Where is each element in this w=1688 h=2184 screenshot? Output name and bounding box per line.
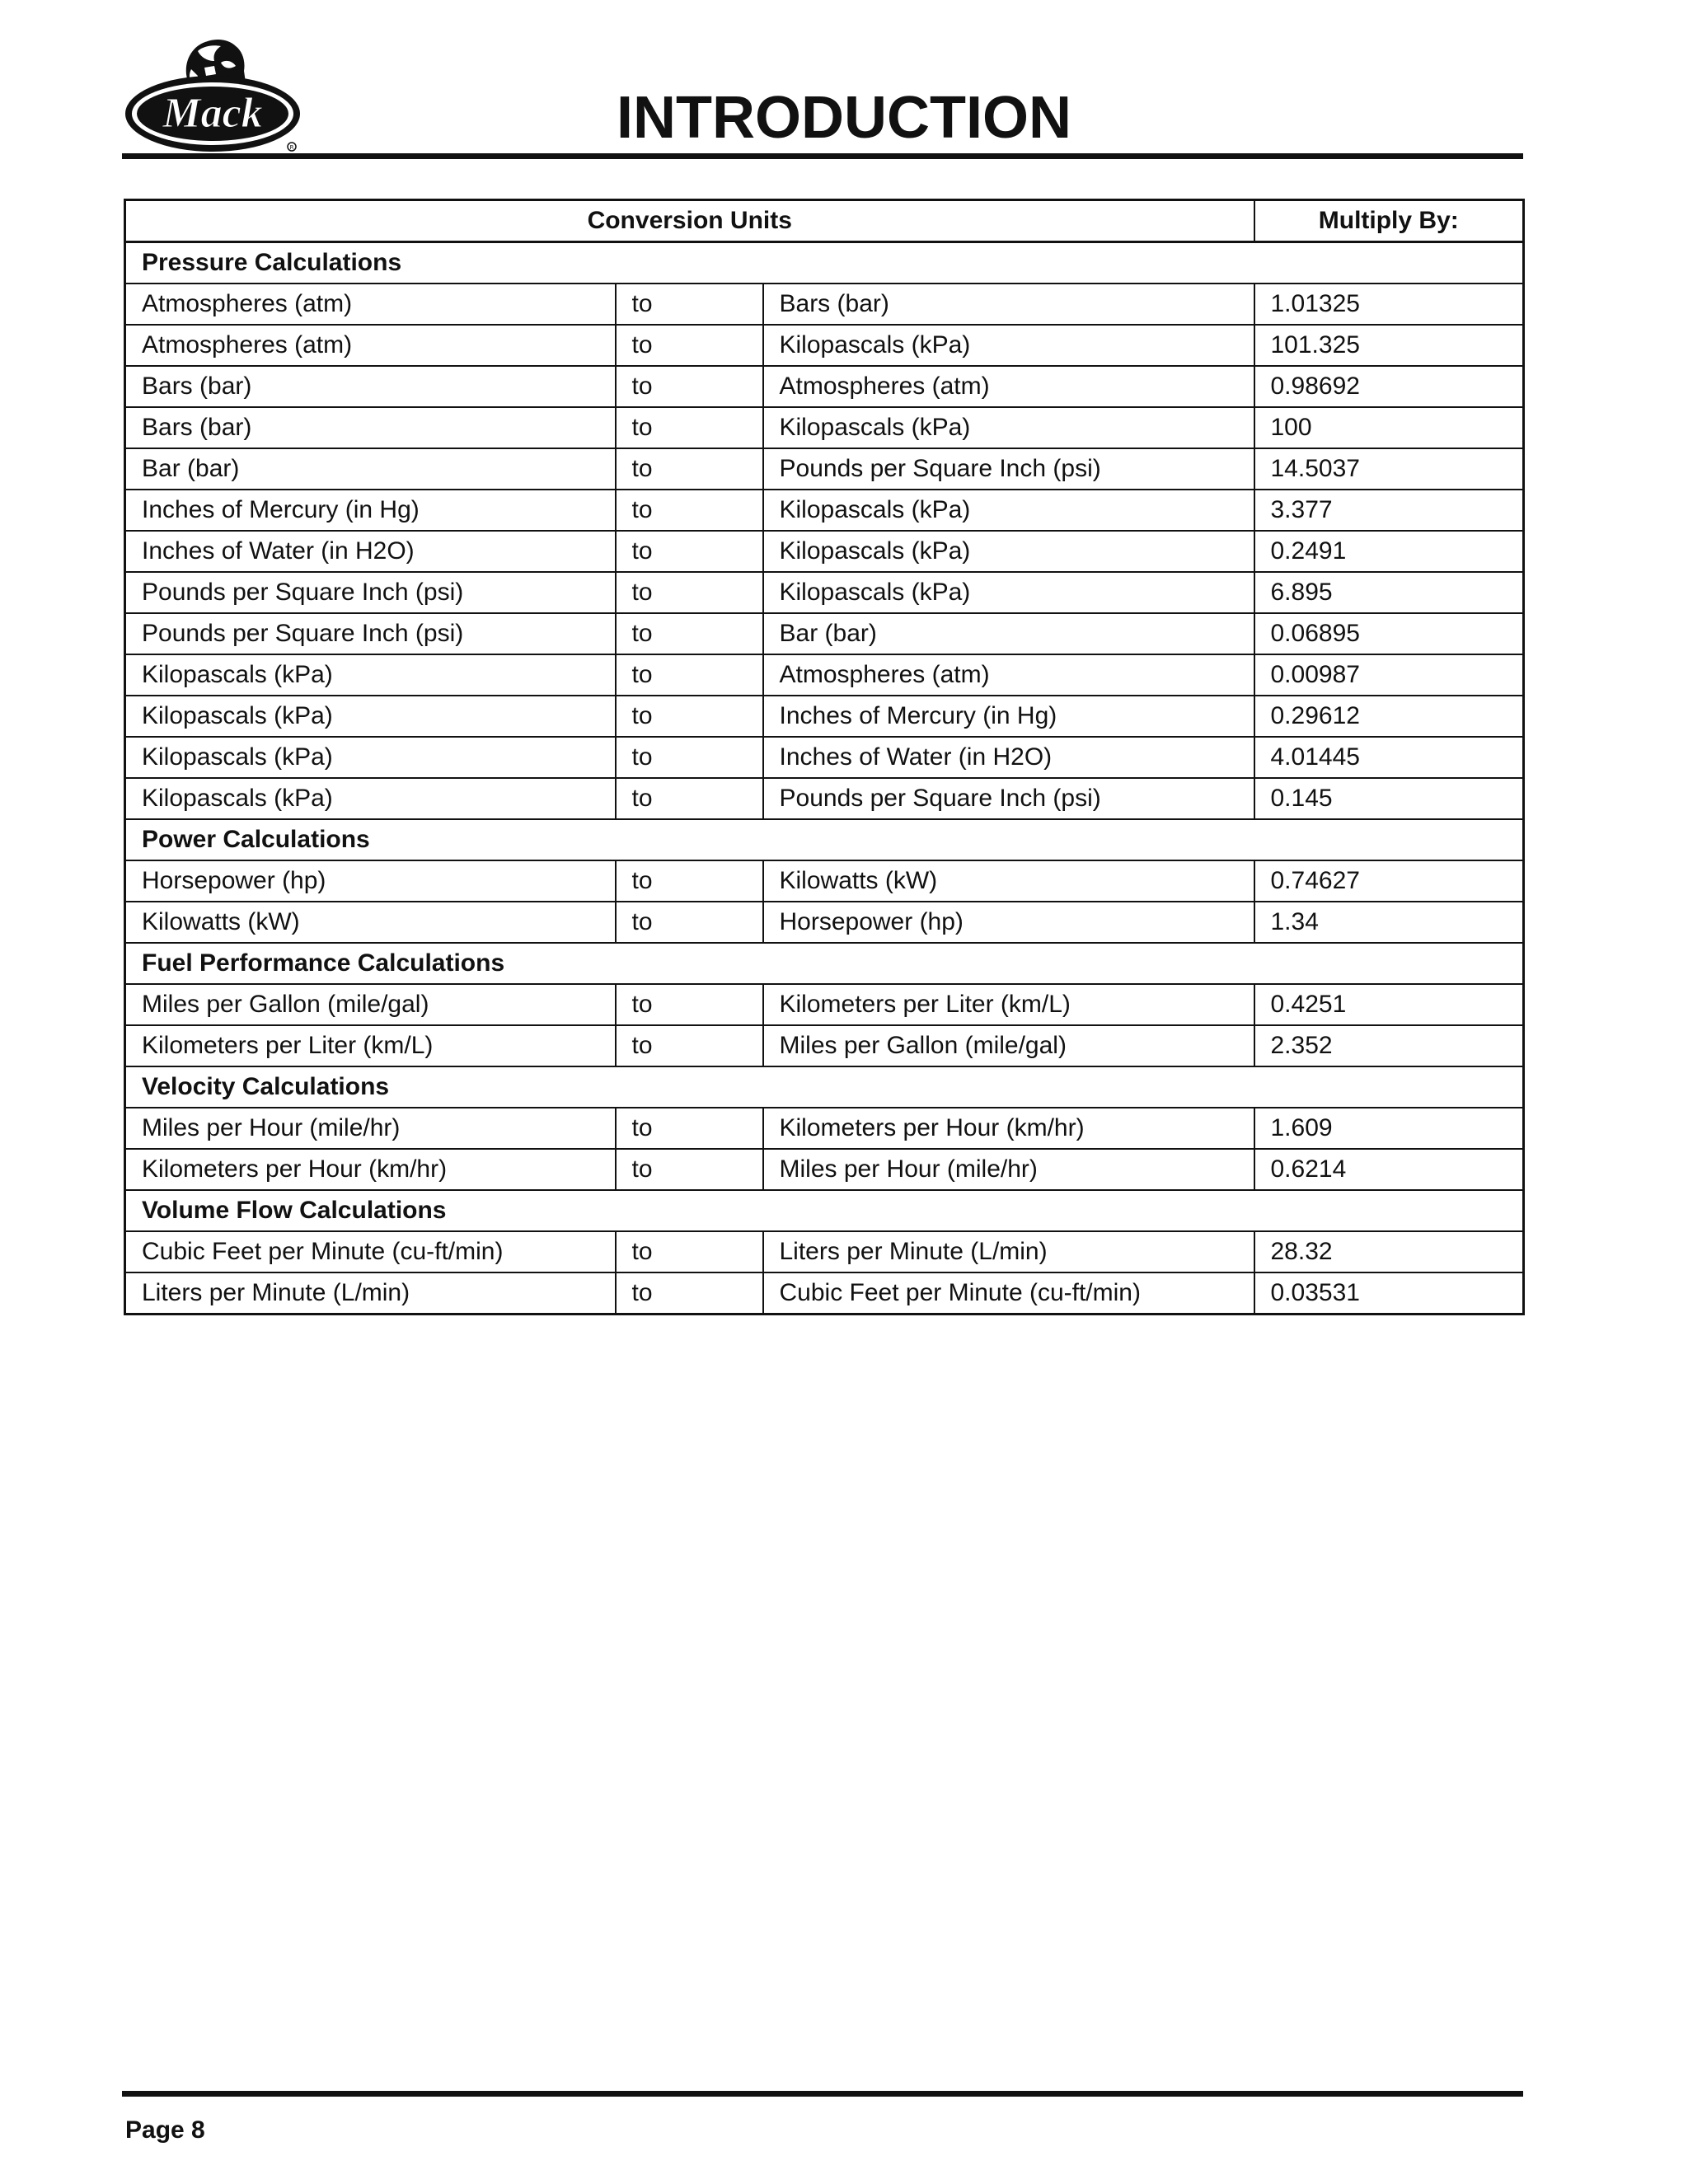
to-cell: to — [616, 366, 763, 407]
from-unit-cell: Kilopascals (kPa) — [125, 737, 616, 778]
table-row — [125, 572, 1524, 613]
table-row — [125, 1025, 1524, 1066]
from-unit-cell: Pounds per Square Inch (psi) — [125, 613, 616, 654]
to-unit-cell: Liters per Minute (L/min) — [763, 1231, 1254, 1272]
to-unit-cell: Inches of Water (in H2O) — [763, 737, 1254, 778]
to-cell: to — [616, 1231, 763, 1272]
section-row — [125, 1190, 1524, 1231]
from-unit-cell: Kilowatts (kW) — [125, 902, 616, 943]
from-unit-cell: Atmospheres (atm) — [125, 325, 616, 366]
to-unit-cell: Kilopascals (kPa) — [763, 531, 1254, 572]
table-row — [125, 531, 1524, 572]
table-row — [125, 448, 1524, 490]
multiplier-cell: 0.4251 — [1254, 984, 1524, 1025]
table-row — [125, 407, 1524, 448]
from-unit-cell: Liters per Minute (L/min) — [125, 1272, 616, 1315]
to-unit-cell: Kilopascals (kPa) — [763, 407, 1254, 448]
to-unit-cell: Cubic Feet per Minute (cu-ft/min) — [763, 1272, 1254, 1315]
to-unit-cell: Kilopascals (kPa) — [763, 490, 1254, 531]
from-unit-cell: Pounds per Square Inch (psi) — [125, 572, 616, 613]
from-unit-cell: Bars (bar) — [125, 366, 616, 407]
to-cell: to — [616, 1149, 763, 1190]
from-unit-cell: Miles per Gallon (mile/gal) — [125, 984, 616, 1025]
from-unit-cell: Inches of Mercury (in Hg) — [125, 490, 616, 531]
to-unit-cell: Horsepower (hp) — [763, 902, 1254, 943]
section-label: Fuel Performance Calculations — [125, 943, 1524, 984]
to-cell: to — [616, 1272, 763, 1315]
to-cell: to — [616, 902, 763, 943]
multiplier-cell: 0.06895 — [1254, 613, 1524, 654]
table-row — [125, 696, 1524, 737]
from-unit-cell: Atmospheres (atm) — [125, 284, 616, 325]
to-unit-cell: Pounds per Square Inch (psi) — [763, 448, 1254, 490]
to-cell: to — [616, 654, 763, 696]
multiplier-cell: 0.00987 — [1254, 654, 1524, 696]
table-row — [125, 984, 1524, 1025]
page-number: Page 8 — [125, 2116, 205, 2144]
from-unit-cell: Horsepower (hp) — [125, 860, 616, 902]
footer-divider — [122, 2091, 1523, 2097]
to-cell: to — [616, 531, 763, 572]
table-row — [125, 490, 1524, 531]
title-divider — [122, 153, 1523, 159]
to-cell: to — [616, 284, 763, 325]
multiplier-cell: 28.32 — [1254, 1231, 1524, 1272]
from-unit-cell: Kilometers per Hour (km/hr) — [125, 1149, 616, 1190]
to-cell: to — [616, 448, 763, 490]
to-cell: to — [616, 407, 763, 448]
multiplier-cell: 2.352 — [1254, 1025, 1524, 1066]
section-label: Power Calculations — [125, 819, 1524, 860]
section-row — [125, 943, 1524, 984]
table-row — [125, 860, 1524, 902]
multiplier-cell: 3.377 — [1254, 490, 1524, 531]
table-row — [125, 1108, 1524, 1149]
multiplier-cell: 0.2491 — [1254, 531, 1524, 572]
table-row — [125, 284, 1524, 325]
to-cell: to — [616, 860, 763, 902]
multiplier-cell: 4.01445 — [1254, 737, 1524, 778]
section-label: Volume Flow Calculations — [125, 1190, 1524, 1231]
section-row — [125, 819, 1524, 860]
multiplier-cell: 101.325 — [1254, 325, 1524, 366]
to-unit-cell: Kilometers per Hour (km/hr) — [763, 1108, 1254, 1149]
to-cell: to — [616, 1025, 763, 1066]
header-multiply-by: Multiply By: — [1254, 200, 1524, 242]
table-row — [125, 1272, 1524, 1315]
page-title: INTRODUCTION — [617, 85, 1071, 151]
to-unit-cell: Kilometers per Liter (km/L) — [763, 984, 1254, 1025]
conversion-table — [124, 199, 1525, 1315]
table-row — [125, 778, 1524, 819]
from-unit-cell: Kilopascals (kPa) — [125, 696, 616, 737]
multiplier-cell: 0.6214 — [1254, 1149, 1524, 1190]
table-row — [125, 1149, 1524, 1190]
to-cell: to — [616, 613, 763, 654]
to-unit-cell: Inches of Mercury (in Hg) — [763, 696, 1254, 737]
to-cell: to — [616, 737, 763, 778]
multiplier-cell: 0.98692 — [1254, 366, 1524, 407]
to-cell: to — [616, 984, 763, 1025]
svg-text:R: R — [289, 144, 294, 151]
multiplier-cell: 1.01325 — [1254, 284, 1524, 325]
table-row — [125, 654, 1524, 696]
table-row — [125, 325, 1524, 366]
from-unit-cell: Kilopascals (kPa) — [125, 654, 616, 696]
from-unit-cell: Cubic Feet per Minute (cu-ft/min) — [125, 1231, 616, 1272]
to-cell: to — [616, 778, 763, 819]
from-unit-cell: Bar (bar) — [125, 448, 616, 490]
multiplier-cell: 14.5037 — [1254, 448, 1524, 490]
multiplier-cell: 1.34 — [1254, 902, 1524, 943]
from-unit-cell: Miles per Hour (mile/hr) — [125, 1108, 616, 1149]
from-unit-cell: Kilopascals (kPa) — [125, 778, 616, 819]
section-label: Pressure Calculations — [125, 242, 1524, 284]
to-unit-cell: Kilopascals (kPa) — [763, 325, 1254, 366]
to-cell: to — [616, 696, 763, 737]
table-row — [125, 1231, 1524, 1272]
to-unit-cell: Kilopascals (kPa) — [763, 572, 1254, 613]
table-row — [125, 613, 1524, 654]
table-row — [125, 902, 1524, 943]
to-unit-cell: Atmospheres (atm) — [763, 366, 1254, 407]
table-row — [125, 366, 1524, 407]
multiplier-cell: 1.609 — [1254, 1108, 1524, 1149]
multiplier-cell: 0.29612 — [1254, 696, 1524, 737]
to-cell: to — [616, 1108, 763, 1149]
multiplier-cell: 100 — [1254, 407, 1524, 448]
to-cell: to — [616, 325, 763, 366]
multiplier-cell: 6.895 — [1254, 572, 1524, 613]
from-unit-cell: Inches of Water (in H2O) — [125, 531, 616, 572]
header-conversion-units: Conversion Units — [125, 200, 1254, 242]
table-header-row — [125, 200, 1524, 242]
section-row — [125, 1066, 1524, 1108]
to-unit-cell: Bars (bar) — [763, 284, 1254, 325]
section-label: Velocity Calculations — [125, 1066, 1524, 1108]
to-unit-cell: Kilowatts (kW) — [763, 860, 1254, 902]
table-row — [125, 737, 1524, 778]
section-row — [125, 242, 1524, 284]
logo-wordmark: Mack — [162, 90, 263, 137]
multiplier-cell: 0.145 — [1254, 778, 1524, 819]
to-unit-cell: Pounds per Square Inch (psi) — [763, 778, 1254, 819]
to-unit-cell: Miles per Gallon (mile/gal) — [763, 1025, 1254, 1066]
from-unit-cell: Bars (bar) — [125, 407, 616, 448]
multiplier-cell: 0.74627 — [1254, 860, 1524, 902]
to-unit-cell: Bar (bar) — [763, 613, 1254, 654]
multiplier-cell: 0.03531 — [1254, 1272, 1524, 1315]
to-unit-cell: Miles per Hour (mile/hr) — [763, 1149, 1254, 1190]
to-cell: to — [616, 490, 763, 531]
to-cell: to — [616, 572, 763, 613]
from-unit-cell: Kilometers per Liter (km/L) — [125, 1025, 616, 1066]
to-unit-cell: Atmospheres (atm) — [763, 654, 1254, 696]
